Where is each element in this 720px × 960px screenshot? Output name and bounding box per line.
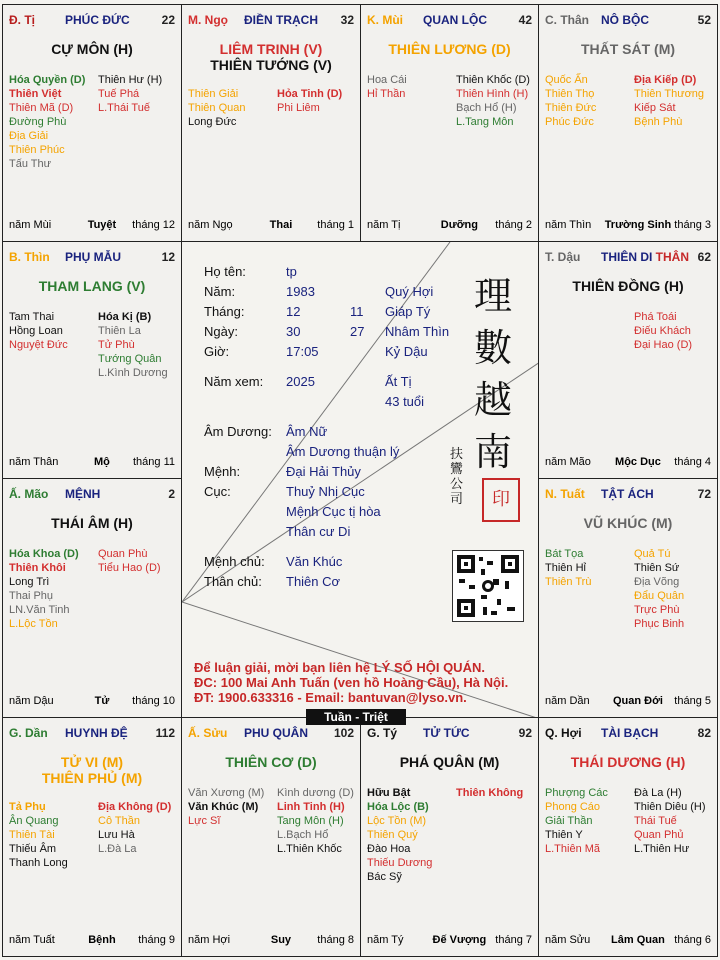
minor-star: Tử Phù [98,339,135,351]
contact-notice [194,660,508,705]
minor-star: L.Thái Tuế [98,102,150,114]
palace-month: tháng 6 [674,934,711,946]
palace-year: năm Mùi [9,219,52,231]
palace-age: 112 [155,726,175,740]
minor-star: L.Lộc Tồn [9,618,58,630]
year-label: Năm: [204,284,236,299]
minor-star: Bạch Hổ (H) [456,102,517,114]
minor-star: Thiên Hư (H) [98,74,163,86]
main-stars [361,41,538,57]
life-stage: Thai [269,219,293,231]
main-star: THAM LANG (V) [38,278,146,294]
cuc-relation: Mệnh Cục tị hòa [286,504,381,519]
minor-star: Tấu Thư [9,158,52,170]
left-star-list [545,547,633,589]
minor-star: Kiếp Sát [634,102,676,114]
main-stars [3,754,181,786]
minor-star: Đà La (H) [634,787,682,799]
minor-star: Hóa Khoa (D) [9,548,79,560]
minor-star: Hồng Loan [9,325,63,337]
minor-star: Bát Tọa [545,548,584,560]
qr-code-icon[interactable] [452,550,524,622]
minor-star: Long Trì [9,576,50,588]
minor-star: Lực Sĩ [188,815,221,827]
palace-year: năm Thìn [545,219,592,231]
minor-star: Tang Môn (H) [277,815,344,827]
thanchu-label: Thân chủ: [204,574,262,589]
hour-canchi: Kỷ Dậu [385,344,428,359]
palace-age: 72 [697,487,711,501]
palace-header [188,13,354,29]
minor-star: Thiên Đức [545,102,597,114]
left-star-list [9,310,97,352]
palace-name: MỆNH [65,487,101,501]
day-label: Ngày: [204,324,238,339]
main-star: THÁI ÂM (H) [51,515,133,531]
left-star-list [188,87,276,129]
right-star-list [456,786,540,800]
menhchu-label: Mệnh chủ: [204,554,265,569]
minor-star: Thiên Thương [634,88,705,100]
name-label: Họ tên: [204,264,246,279]
tuan-triet-badge: Tuần - Triệt [306,709,406,725]
notice-line-1: Để luận giải, mời bạn liên hệ LÝ SỐ HỘI QUÁN. [194,660,485,675]
minor-star: Thiên La [98,325,141,337]
palace-footer [545,934,711,948]
palace-footer [545,456,711,470]
seal-char-1: 理 [473,274,512,318]
left-star-list [545,73,633,129]
minor-star: Đường Phù [9,116,67,128]
minor-star: Kình dương (D) [277,787,354,799]
palace-age: 32 [340,13,354,27]
minor-star: Địa Giải [9,130,49,142]
palace-cell [538,241,718,479]
palace-year: năm Sửu [545,934,591,946]
minor-star: Phong Cáo [545,801,601,813]
palace-cell [2,4,182,242]
palace-branch: M. Ngọ [188,13,228,27]
palace-footer [9,456,175,470]
palace-name: QUAN LỘC [423,13,487,27]
palace-footer [545,695,711,709]
minor-star: Thiên Hỉ [545,562,586,574]
palace-footer [367,934,532,948]
palace-year: năm Tuất [9,934,55,946]
seal-char-4: 南 [473,430,512,474]
month-canchi: Giáp Tý [385,304,431,319]
palace-year: năm Tị [367,219,401,231]
palace-age: 92 [518,726,532,740]
minor-star: Hóa Lộc (B) [367,801,429,813]
minor-star: Phá Toái [634,311,677,323]
palace-name: HUYNH ĐỆ [65,726,128,740]
palace-branch: Đ. Tị [9,13,35,27]
minor-star: Bác Sỹ [367,871,402,883]
current-age: 43 tuổi [385,394,425,409]
palace-cell [181,4,361,242]
minor-star: Thiên Khôi [9,562,66,574]
main-star: VŨ KHÚC (M) [583,515,673,531]
palace-year: năm Ngọ [188,219,233,231]
palace-branch: B. Thìn [9,250,50,264]
palace-age: 42 [518,13,532,27]
palace-footer [9,695,175,709]
palace-name: TẬT ÁCH [601,487,654,501]
minor-star: Địa Kiếp (D) [634,74,697,86]
minor-star: Lộc Tồn (M) [367,815,427,827]
minor-star: Đại Hao (D) [634,339,693,351]
palace-age: 2 [168,487,175,501]
minor-star: L.Thiên Hư [634,843,690,855]
minor-star: Văn Xương (M) [188,787,265,799]
minor-star: Thiên Quan [188,102,246,114]
left-star-list [545,786,633,856]
cuc-label: Cục: [204,484,231,499]
minor-star: Điếu Khách [634,325,691,337]
month-value: 12 [286,304,301,319]
minor-star: Thiên Y [545,829,583,841]
year-value: 1983 [286,284,315,299]
palace-header [367,13,532,29]
main-star: TỬ VI (M) [60,754,124,770]
palace-name: THIÊN DI [601,250,653,264]
minor-star: Quả Tú [634,548,671,560]
minor-star: Đẩu Quân [634,590,685,602]
main-stars [182,754,360,770]
minor-star: Long Đức [188,116,237,128]
minor-star: Tả Phụ [9,801,46,813]
palace-footer [188,934,354,948]
minor-star: Thái Tuế [634,815,677,827]
left-star-list [367,73,455,101]
palace-cell [538,478,718,718]
minor-star: Hỏa Tinh (D) [277,88,343,100]
red-stamp-icon: 印 [482,478,520,522]
minor-star: Phúc Đức [545,116,594,128]
main-stars [539,41,717,57]
minor-star: Thiên Thọ [545,88,595,100]
palace-name: TÀI BẠCH [601,726,659,740]
menh-value: Đại Hải Thủy [286,464,361,479]
main-star: THIÊN PHỦ (M) [41,770,143,786]
main-stars [361,754,538,770]
life-stage: Suy [270,934,292,946]
minor-star: Địa Không (D) [98,801,172,813]
main-star: THIÊN TƯỚNG (V) [210,57,332,73]
right-star-list [98,310,182,380]
minor-star: Phượng Các [545,787,608,799]
day-canchi: Nhâm Thìn [385,324,450,339]
life-stage: Tử [94,695,110,707]
palace-branch: C. Thân [545,13,589,27]
minor-star: Thiếu Âm [9,843,57,855]
palace-year: năm Dậu [9,695,54,707]
palace-name: TỬ TỨC [423,726,470,740]
palace-branch: G. Tý [367,726,398,740]
palace-header [188,726,354,742]
main-stars [539,515,717,531]
cuc-value: Thuỷ Nhị Cục [286,484,365,499]
minor-star: L.Bạch Hổ [277,829,329,841]
minor-star: Thiên Không [456,787,524,799]
minor-star: Thiên Giải [188,88,239,100]
month-label: Tháng: [204,304,245,319]
palace-age: 62 [697,250,711,264]
palace-age: 52 [697,13,711,27]
palace-month: tháng 4 [674,456,711,468]
minor-star: Thiên Tài [9,829,55,841]
view-year-value: 2025 [286,374,315,389]
life-stage: Lâm Quan [611,934,665,946]
right-star-list [634,310,718,352]
month-lunar: 11 [350,304,364,319]
palace-age: 22 [161,13,175,27]
palace-month: tháng 10 [132,695,175,707]
palace-month: tháng 12 [132,219,175,231]
palace-age: 102 [333,726,354,740]
menhchu-value: Văn Khúc [286,554,343,569]
minor-star: Thai Phụ [9,590,54,602]
life-stage: Đế Vượng [432,934,487,946]
palace-cell [181,717,361,957]
main-star: THIÊN LƯƠNG (D) [388,41,511,57]
seal-small-text: 扶鸞公司 [450,447,464,507]
palace-cell [360,4,539,242]
minor-star: Lưu Hà [98,829,135,841]
minor-star: Thiên Sứ [634,562,680,574]
palace-branch: G. Dần [9,726,48,740]
right-star-list [277,786,361,856]
minor-star: Tuế Phá [98,88,140,100]
minor-star: Hỉ Thần [367,88,406,100]
notice-line-2: ĐC: 100 Mai Anh Tuấn (ven hồ Hoàng Cầu), Hà Nội. [194,675,509,690]
minor-star: Đào Hoa [367,843,411,855]
right-star-list [98,547,182,575]
main-star: CỰ MÔN (H) [51,41,133,57]
minor-star: Thiên Quý [367,829,418,841]
year-canchi: Quý Hợi [385,284,434,299]
palace-cell [2,478,182,718]
life-stage: Dưỡng [440,219,478,231]
minor-star: L.Thiên Khốc [277,843,342,855]
seal-char-3: 越 [473,378,512,422]
palace-branch: N. Tuất [545,487,585,501]
minor-star: Tam Thai [9,311,55,323]
right-star-list [634,547,718,631]
palace-header [9,13,175,29]
than-marker: THÂN [655,250,689,264]
life-stage: Mộ [94,456,110,468]
minor-star: Địa Võng [634,576,680,588]
palace-year: năm Tý [367,934,404,946]
right-star-list [456,73,540,129]
day-value: 30 [286,324,301,339]
palace-cell [538,4,718,242]
minor-star: Thanh Long [9,857,68,869]
main-star: LIÊM TRINH (V) [219,41,323,57]
palace-name: PHU QUÂN [244,726,309,740]
palace-cell [538,717,718,957]
minor-star: Phục Binh [634,618,685,630]
palace-header [545,13,711,29]
hour-value: 17:05 [286,344,319,359]
minor-star: L.Thiên Mã [545,843,601,855]
palace-footer [9,219,175,233]
hour-label: Giờ: [204,344,230,359]
palace-age: 12 [161,250,175,264]
right-star-list [98,800,182,856]
minor-star: Thiên Việt [9,88,62,100]
minor-star: Tướng Quân [98,353,162,365]
palace-header [367,726,532,742]
left-star-list [9,547,97,631]
minor-star: Ân Quang [9,815,59,827]
minor-star: L.Đà La [98,843,137,855]
notice-line-3: ĐT: 1900.633316 - Email: bantuvan@lyso.vn. [194,690,467,705]
palace-branch: K. Mùi [367,13,403,27]
palace-month: tháng 2 [495,219,532,231]
minor-star: L.Tang Môn [456,116,514,128]
palace-header [545,726,711,742]
minor-star: Thiên Phúc [9,144,65,156]
palace-branch: T. Dậu [545,250,581,264]
palace-age: 82 [697,726,711,740]
main-stars [3,515,181,531]
life-stage: Mộc Dục [615,456,661,468]
minor-star: Thiên Hình (H) [456,88,529,100]
main-stars [3,278,181,294]
minor-star: Hoa Cái [367,74,407,86]
palace-name: PHÚC ĐỨC [65,13,130,27]
main-star: THẤT SÁT (M) [580,41,676,57]
seal-char-2: 數 [473,326,512,370]
minor-star: Hóa Quyền (D) [9,74,86,86]
palace-year: năm Mão [545,456,591,468]
minor-star: Nguyệt Đức [9,339,68,351]
palace-year: năm Thân [9,456,59,468]
palace-month: tháng 7 [495,934,532,946]
amduong-label: Âm Dương: [204,424,272,439]
name-value: tp [286,264,297,279]
palace-header [9,250,175,266]
minor-star: Giải Thần [545,815,593,827]
left-star-list [9,800,97,870]
palace-header [9,487,175,503]
palace-footer [545,219,711,233]
right-star-list [634,786,718,856]
amduong-relation: Âm Dương thuận lý [286,444,400,459]
minor-star: Thiếu Dương [367,857,433,869]
palace-month: tháng 9 [138,934,175,946]
left-star-list [367,786,455,884]
view-year-label: Năm xem: [204,374,264,389]
minor-star: Quan Phù [98,548,148,560]
right-star-list [98,73,182,115]
palace-name: PHỤ MẪU [65,250,121,264]
main-stars [3,41,181,57]
palace-month: tháng 1 [317,219,354,231]
minor-star: Hữu Bật [367,787,411,799]
day-lunar: 27 [350,324,365,339]
palace-header [9,726,175,742]
minor-star: L.Kình Dương [98,367,168,379]
calligraphy-seal [468,270,518,478]
center-info-panel [181,241,539,718]
palace-month: tháng 3 [674,219,711,231]
life-stage: Bệnh [88,934,116,946]
palace-name: ĐIỀN TRẠCH [244,13,318,27]
left-star-list [188,786,276,828]
minor-star: Tiểu Hao (D) [98,562,161,574]
palace-header [545,487,711,503]
palace-footer [9,934,175,948]
palace-cell [2,241,182,479]
main-stars [539,278,717,294]
life-stage: Tuyệt [87,219,117,231]
palace-name: NÔ BỘC [601,13,649,27]
view-year-canchi: Ất Tị [385,374,412,389]
palace-year: năm Hợi [188,934,231,946]
main-star: THIÊN ĐỒNG (H) [572,278,684,294]
amduong-value: Âm Nữ [286,424,328,439]
palace-header [545,250,711,266]
main-star: THIÊN CƠ (D) [225,754,317,770]
minor-star: Linh Tinh (H) [277,801,345,813]
life-stage: Trường Sinh [604,219,672,231]
minor-star: Văn Khúc (M) [188,801,259,813]
menh-label: Mệnh: [204,464,241,479]
right-star-list [277,87,361,115]
minor-star: Hóa Kị (B) [98,311,152,323]
main-stars [182,41,360,73]
palace-footer [367,219,532,233]
palace-year: năm Dần [545,695,590,707]
palace-cell [2,717,182,957]
palace-footer [188,219,354,233]
right-star-list [634,73,718,129]
minor-star: Phi Liêm [277,102,320,114]
minor-star: LN.Văn Tinh [9,604,70,616]
minor-star: Thiên Mã (D) [9,102,74,114]
main-star: THÁI DƯƠNG (H) [570,754,686,770]
minor-star: Thiên Diêu (H) [634,801,706,813]
palace-cell [360,717,539,957]
life-stage: Quan Đới [612,695,663,707]
thanchu-value: Thiên Cơ [286,574,341,589]
palace-branch: Q. Hợi [545,726,582,740]
palace-month: tháng 11 [132,456,175,468]
palace-branch: Ấ. Mão [9,487,49,501]
main-star: PHÁ QUÂN (M) [399,754,500,770]
minor-star: Quốc Ấn [545,74,588,86]
minor-star: Thiên Trù [545,576,592,588]
minor-star: Bệnh Phù [634,116,683,128]
main-stars [539,754,717,770]
palace-month: tháng 5 [674,695,711,707]
left-star-list [9,73,97,171]
than-position: Thân cư Di [286,524,351,539]
minor-star: Thiên Khốc (D) [456,74,530,86]
palace-branch: Ấ. Sửu [188,726,228,740]
palace-month: tháng 8 [317,934,354,946]
minor-star: Cô Thần [98,815,140,827]
minor-star: Trực Phù [634,604,680,616]
minor-star: Quan Phủ [634,829,684,841]
